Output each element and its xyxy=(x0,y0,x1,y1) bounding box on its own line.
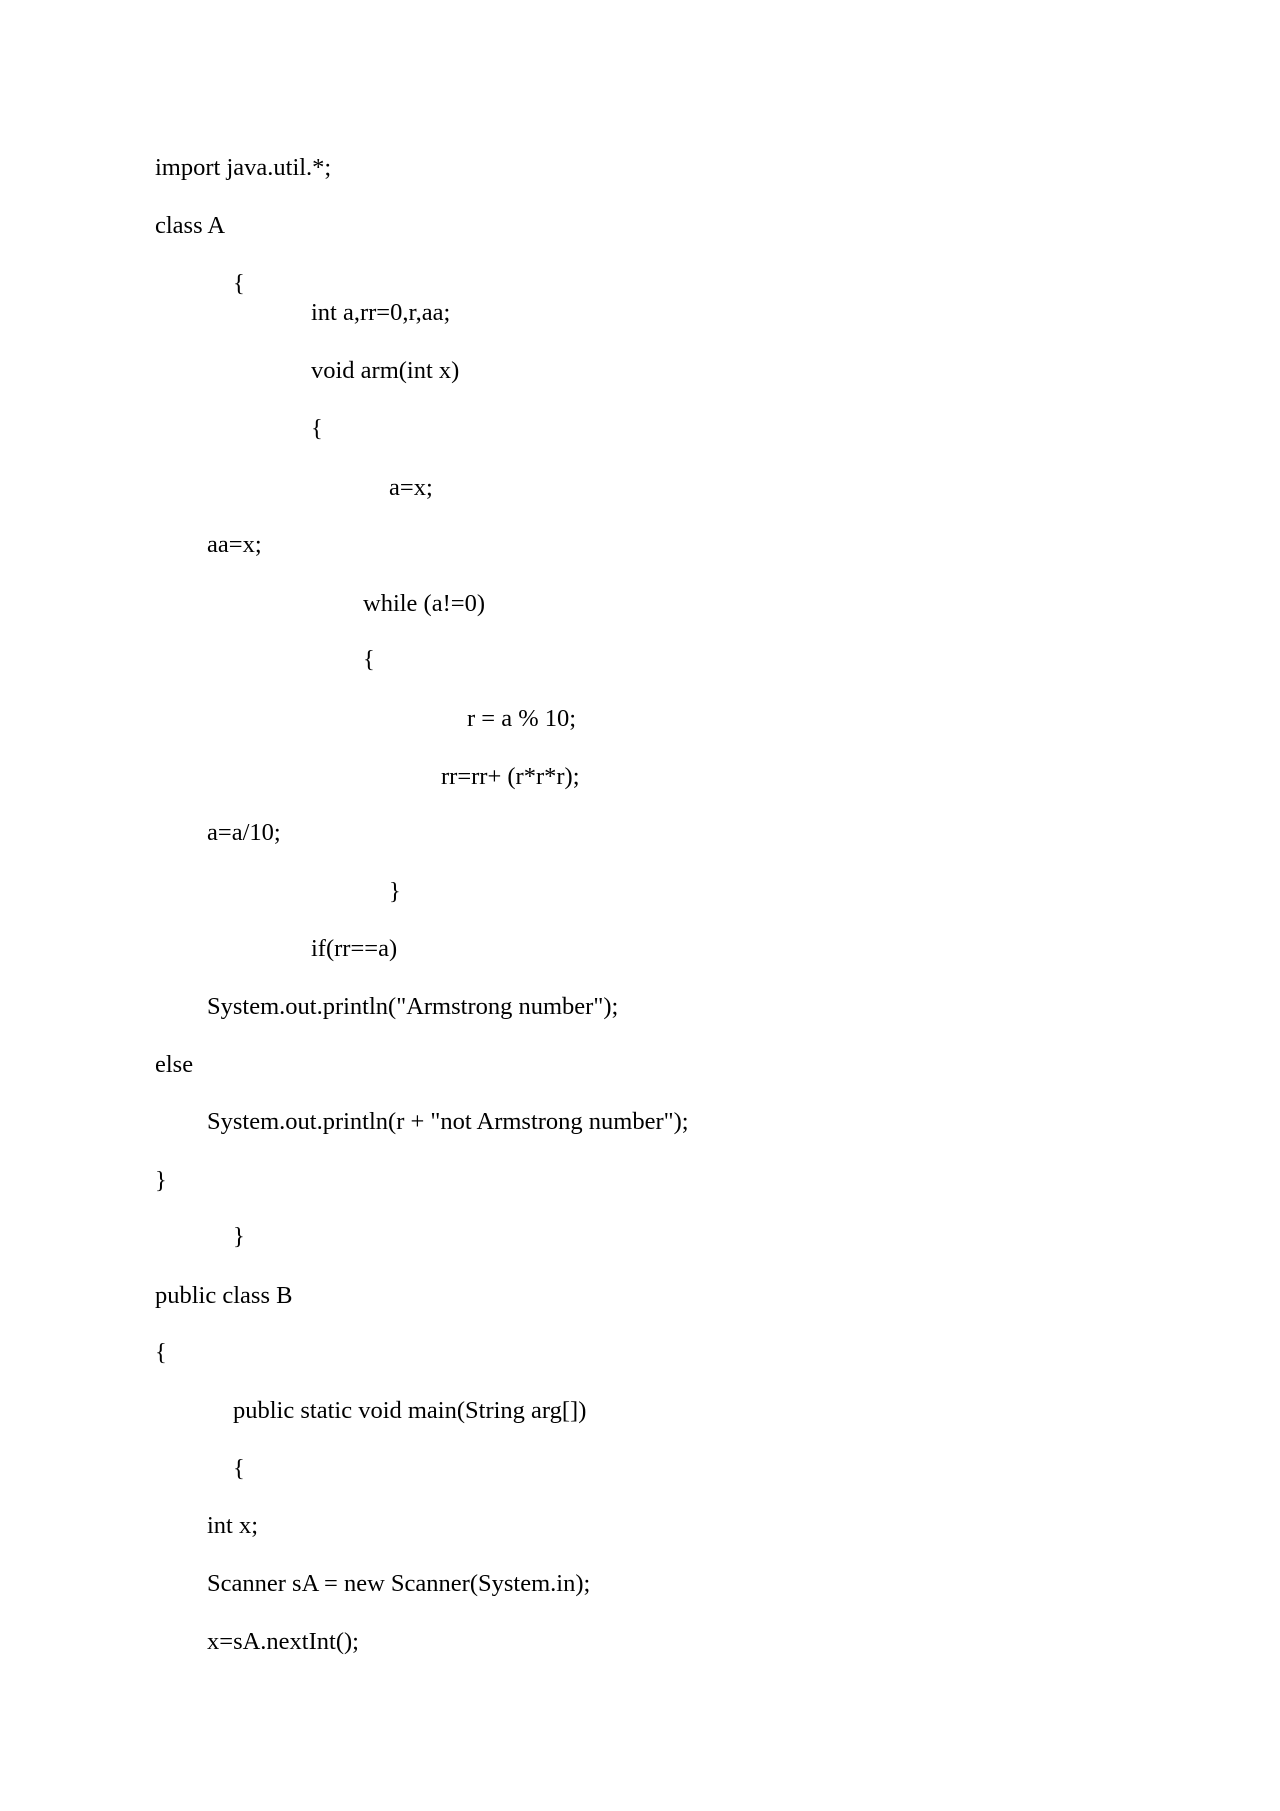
code-line-cube-sum: rr=rr+ (r*r*r); xyxy=(441,763,580,790)
code-line-int-x: int x; xyxy=(207,1512,259,1539)
code-line-while-open-brace: { xyxy=(363,646,375,673)
code-line-field-declaration: int a,rr=0,r,aa; xyxy=(311,299,451,326)
code-line-print-not-armstrong: System.out.println(r + "not Armstrong number"); xyxy=(207,1108,689,1135)
code-line-assign-a: a=x; xyxy=(389,474,433,501)
code-line-arm-method: void arm(int x) xyxy=(311,357,460,384)
code-line-modulo: r = a % 10; xyxy=(467,705,577,732)
code-line-main-open-brace: { xyxy=(233,1455,245,1482)
code-line-main-method: public static void main(String arg[]) xyxy=(233,1397,587,1424)
code-line-class-b-open-brace: { xyxy=(155,1339,167,1366)
code-line-class-a-open-brace: { xyxy=(233,270,245,297)
code-line-while: while (a!=0) xyxy=(363,590,485,617)
code-line-next-int: x=sA.nextInt(); xyxy=(207,1628,359,1655)
code-line-while-close-brace: } xyxy=(389,878,401,905)
code-line-import: import java.util.*; xyxy=(155,154,332,181)
code-line-arm-close-brace: } xyxy=(155,1167,167,1194)
code-line-else: else xyxy=(155,1051,194,1078)
code-line-print-armstrong: System.out.println("Armstrong number"); xyxy=(207,993,619,1020)
code-line-assign-aa: aa=x; xyxy=(207,531,262,558)
code-line-class-b: public class B xyxy=(155,1282,293,1309)
code-line-divide: a=a/10; xyxy=(207,819,281,846)
code-line-scanner: Scanner sA = new Scanner(System.in); xyxy=(207,1570,591,1597)
code-line-arm-open-brace: { xyxy=(311,415,323,442)
code-line-class-a-close-brace: } xyxy=(233,1223,245,1250)
code-line-class-a: class A xyxy=(155,212,226,239)
code-line-if: if(rr==a) xyxy=(311,935,398,962)
